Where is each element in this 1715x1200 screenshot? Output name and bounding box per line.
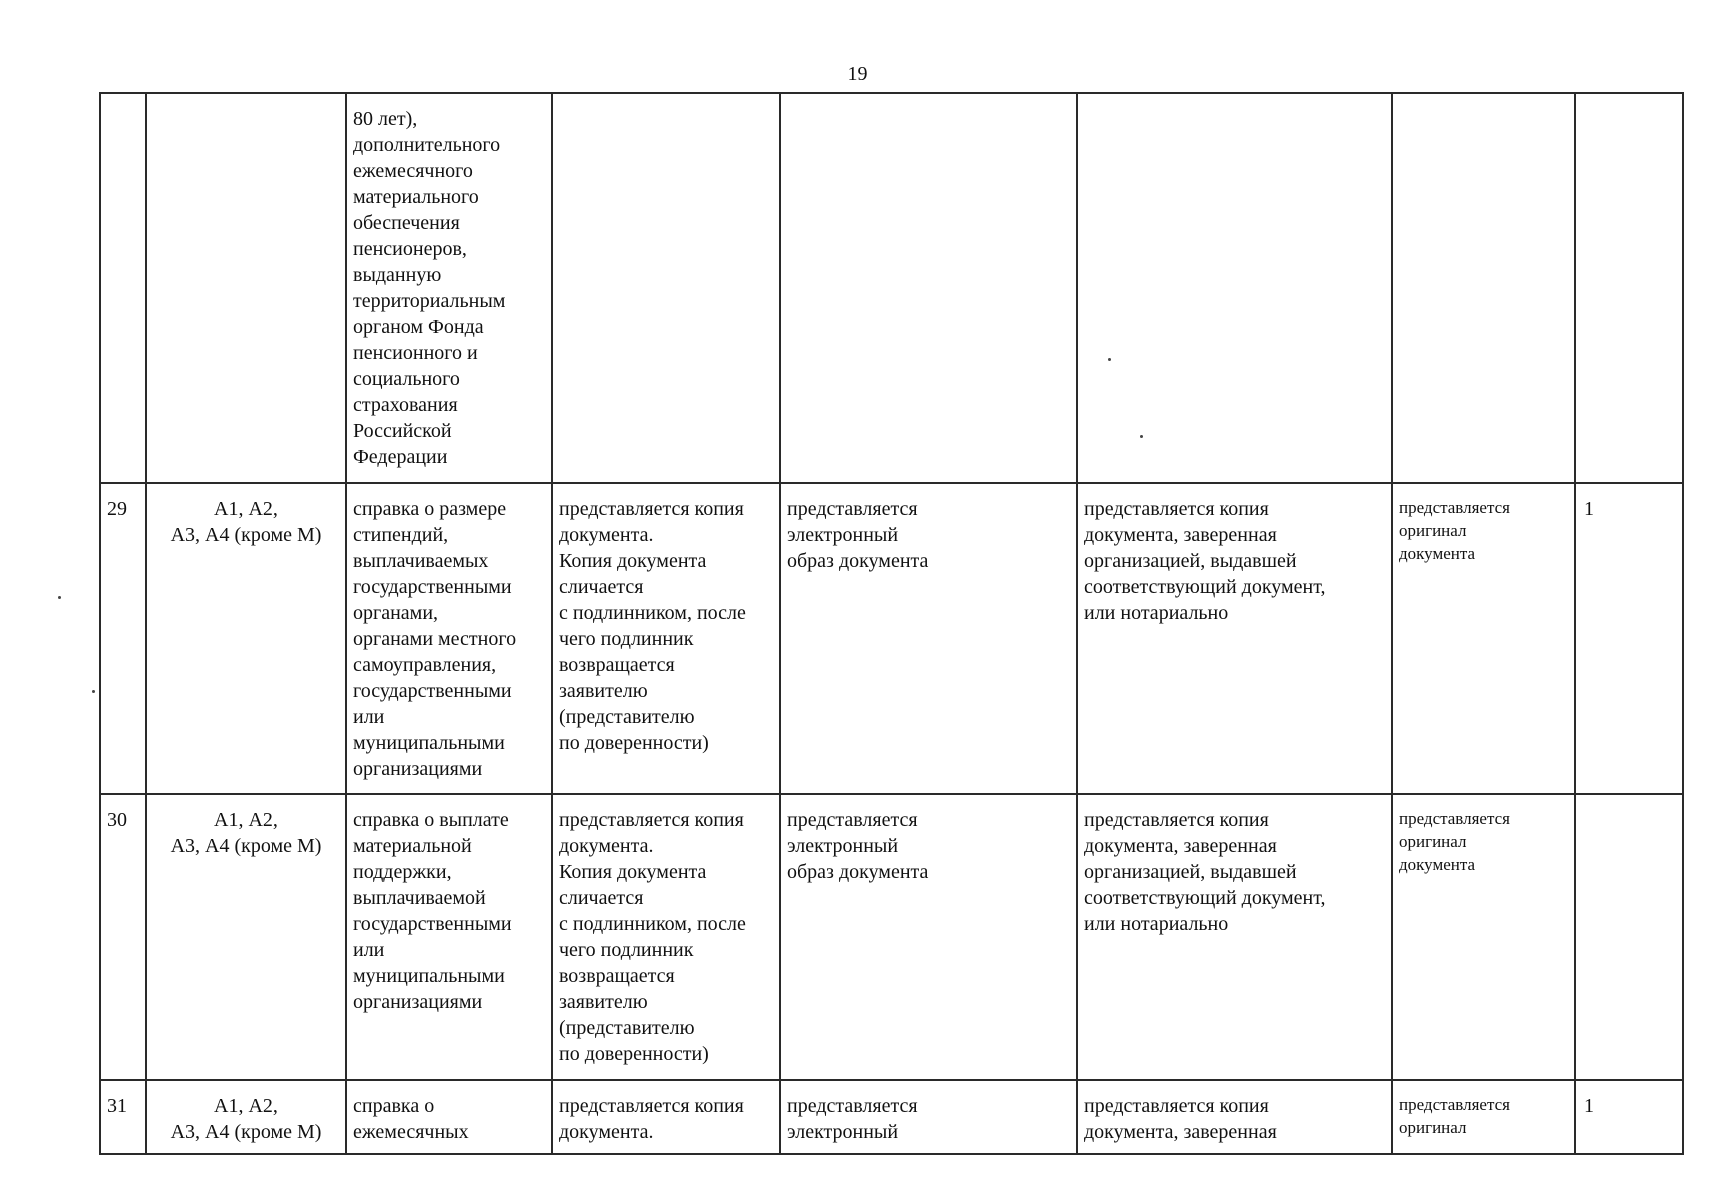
copies-count [1575,794,1683,1080]
original-requirement: представляется оригинал документа [1392,794,1575,1080]
scan-speck [58,596,61,599]
scan-speck [92,690,95,693]
copies-count: 1 [1575,1080,1683,1154]
scan-speck [1108,358,1111,361]
table-row [100,1080,1683,1154]
mail-method: представляется копия документа, заверенная [1077,1080,1392,1154]
page-number: 19 [847,63,868,85]
in-person-method: представляется копия документа. Копия документа сличается с подлинником, после чего подлинник возвращается заявителю (представителю по доверенности) [552,794,780,1080]
in-person-method: представляется копия документа. Копия документа сличается с подлинником, после чего подлинник возвращается заявителю (представителю по доверенности) [552,483,780,794]
applicant-categories [146,93,346,483]
mail-method: представляется копия документа, заверенная организацией, выдавшей соответствующий документ, или нотариально [1077,483,1392,794]
original-requirement: представляется оригинал документа [1392,483,1575,794]
mail-method [1077,93,1392,483]
row-number: 29 [100,483,146,794]
electronic-method: представляется электронный образ документа [780,483,1077,794]
documents-table [99,92,1684,1155]
row-number [100,93,146,483]
applicant-categories: А1, А2, А3, А4 (кроме М) [146,483,346,794]
applicant-categories: А1, А2, А3, А4 (кроме М) [146,1080,346,1154]
document-name: 80 лет), дополнительного ежемесячного материального обеспечения пенсионеров, выданную территориальным органом Фонда пенсионного и социального страхования Российской Федерации [346,93,552,483]
document-name: справка о ежемесячных [346,1080,552,1154]
electronic-method: представляется электронный образ документа [780,794,1077,1080]
table-row [100,794,1683,1080]
table-row [100,483,1683,794]
in-person-method: представляется копия документа. [552,1080,780,1154]
copies-count [1575,93,1683,483]
copies-count: 1 [1575,483,1683,794]
table-row [100,93,1683,483]
row-number: 31 [100,1080,146,1154]
row-number: 30 [100,794,146,1080]
document-name: справка о выплате материальной поддержки, выплачиваемой государственными или муниципальными организациями [346,794,552,1080]
document-name: справка о размере стипендий, выплачиваемых государственными органами, органами местного самоуправления, государственными или муниципальными организациями [346,483,552,794]
electronic-method [780,93,1077,483]
original-requirement [1392,93,1575,483]
scan-speck [1140,435,1143,438]
mail-method: представляется копия документа, заверенная организацией, выдавшей соответствующий документ, или нотариально [1077,794,1392,1080]
applicant-categories: А1, А2, А3, А4 (кроме М) [146,794,346,1080]
in-person-method [552,93,780,483]
original-requirement: представляется оригинал [1392,1080,1575,1154]
electronic-method: представляется электронный [780,1080,1077,1154]
